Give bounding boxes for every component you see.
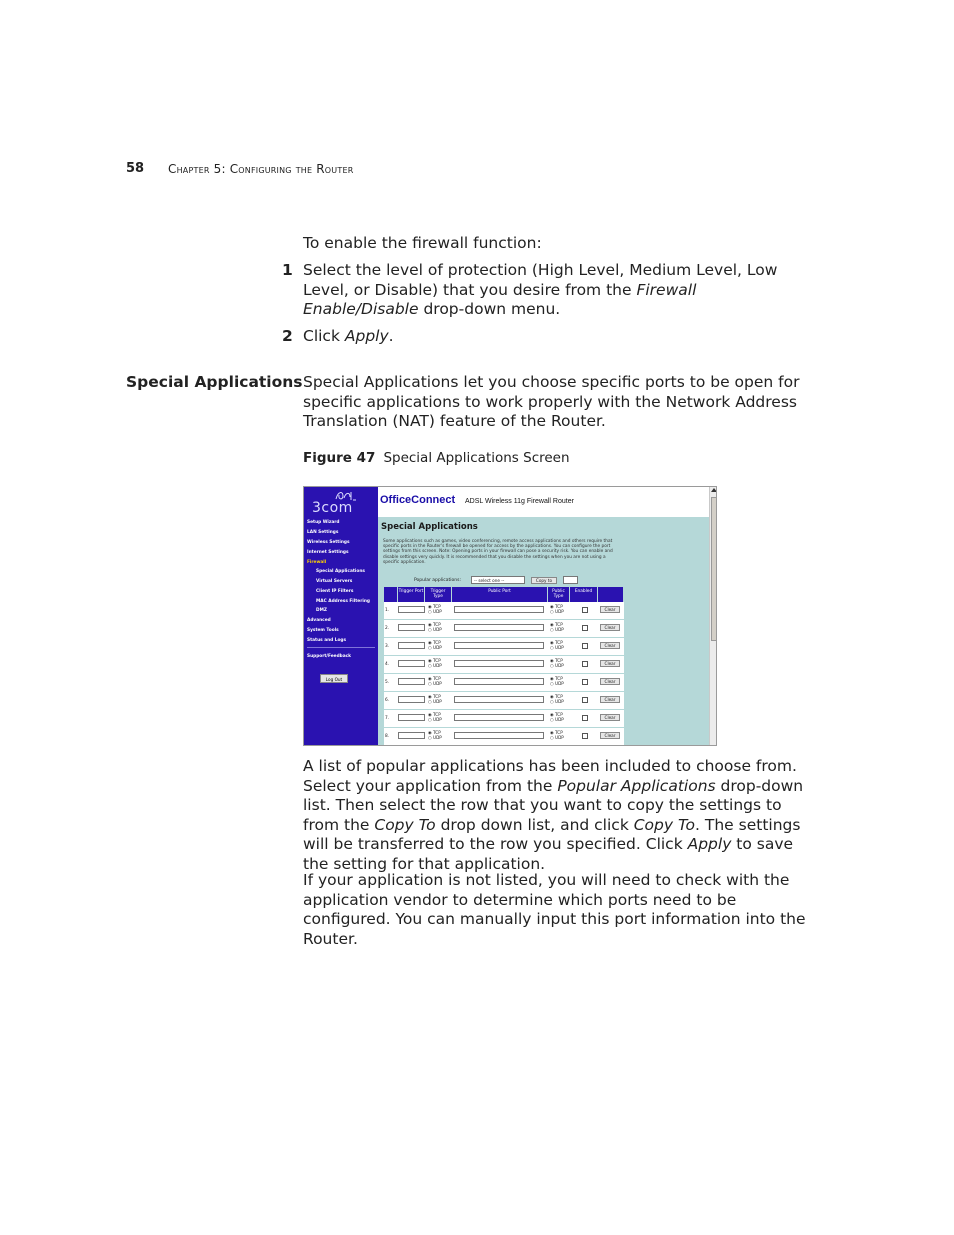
public-type-udp: UDP: [555, 663, 564, 668]
enabled-checkbox[interactable]: [582, 643, 588, 649]
public-type-radio[interactable]: ◉ TCP ○ UDP: [550, 730, 564, 740]
enabled-checkbox[interactable]: [582, 697, 588, 703]
nav-item[interactable]: Advanced: [307, 618, 331, 623]
public-type-udp: UDP: [555, 627, 564, 632]
public-type-tcp: TCP: [555, 730, 563, 735]
table-row: [384, 692, 624, 710]
router-content: [378, 487, 709, 746]
special-applications-screenshot: [303, 486, 717, 746]
trigger-type-radio[interactable]: ◉ TCP ○ UDP: [428, 712, 442, 722]
trigger-type-udp: UDP: [433, 663, 442, 668]
trigger-port-input[interactable]: [398, 660, 425, 667]
router-sidebar: [304, 487, 378, 746]
trigger-port-input[interactable]: [398, 606, 425, 613]
trigger-port-input[interactable]: [398, 714, 425, 721]
figure-label: Figure 47: [303, 450, 376, 466]
column-header: Trigger Port: [398, 587, 425, 602]
trigger-type-udp: UDP: [433, 627, 442, 632]
column-header: Public Type: [548, 587, 570, 602]
column-header: [384, 587, 398, 602]
table-row: [384, 674, 624, 692]
nav-item[interactable]: DMZ: [316, 608, 327, 613]
column-header: Public Port: [452, 587, 548, 602]
public-type-udp: UDP: [555, 735, 564, 740]
clear-button[interactable]: Clear: [600, 732, 620, 739]
trigger-port-input[interactable]: [398, 624, 425, 631]
step-1-number: 1: [282, 261, 293, 279]
table-row: [384, 638, 624, 656]
nav-item[interactable]: System Tools: [307, 628, 339, 633]
trigger-port-input[interactable]: [398, 732, 425, 739]
popular-applications-select[interactable]: -- select one --: [471, 576, 525, 584]
public-type-radio[interactable]: ◉ TCP ○ UDP: [550, 604, 564, 614]
public-port-input[interactable]: [454, 642, 544, 649]
row-number: 5.: [385, 680, 390, 685]
public-type-radio[interactable]: ◉ TCP ○ UDP: [550, 676, 564, 686]
emphasis: Apply: [687, 835, 732, 853]
chapter-title: [168, 162, 353, 176]
clear-button[interactable]: Clear: [600, 678, 620, 685]
nav-item[interactable]: MAC Address Filtering: [316, 599, 370, 604]
officeconnect-brand: OfficeConnect: [380, 494, 456, 506]
clear-button[interactable]: Clear: [600, 624, 620, 631]
trigger-type-udp: UDP: [433, 699, 442, 704]
row-number: 2.: [385, 626, 390, 631]
table-row: [384, 728, 624, 746]
nav-divider: [307, 647, 375, 648]
trigger-type-tcp: TCP: [433, 658, 441, 663]
trigger-type-udp: UDP: [433, 609, 442, 614]
nav-item[interactable]: Internet Settings: [307, 550, 349, 555]
trigger-type-radio[interactable]: ◉ TCP ○ UDP: [428, 694, 442, 704]
copy-to-select[interactable]: [563, 576, 578, 584]
trigger-port-input[interactable]: [398, 642, 425, 649]
public-type-tcp: TCP: [555, 712, 563, 717]
table-row: [384, 602, 624, 620]
public-port-input[interactable]: [454, 624, 544, 631]
table-row: [384, 620, 624, 638]
trigger-type-radio[interactable]: ◉ TCP ○ UDP: [428, 604, 442, 614]
scroll-up-icon[interactable]: [711, 488, 717, 492]
clear-button[interactable]: Clear: [600, 642, 620, 649]
trigger-type-radio[interactable]: ◉ TCP ○ UDP: [428, 730, 442, 740]
trigger-type-tcp: TCP: [433, 694, 441, 699]
public-type-tcp: TCP: [555, 694, 563, 699]
public-type-radio[interactable]: ◉ TCP ○ UDP: [550, 640, 564, 650]
scrollbar[interactable]: [709, 487, 717, 746]
public-type-tcp: TCP: [555, 622, 563, 627]
clear-button[interactable]: Clear: [600, 660, 620, 667]
trigger-port-input[interactable]: [398, 696, 425, 703]
step-1-pre: Select the level of protection (High Level, Medium Level, Low Level, or Disable) that you desire from the: [303, 261, 778, 299]
public-type-udp: UDP: [555, 645, 564, 650]
nav-item[interactable]: Support/Feedback: [307, 654, 352, 659]
enabled-checkbox[interactable]: [582, 625, 588, 631]
row-number: 3.: [385, 644, 390, 649]
nav-item[interactable]: LAN Settings: [307, 530, 339, 535]
trigger-port-input[interactable]: [398, 678, 425, 685]
trigger-type-tcp: TCP: [433, 676, 441, 681]
step-2-em: Apply: [344, 327, 389, 345]
enabled-checkbox[interactable]: [582, 607, 588, 613]
row-number: 7.: [385, 716, 390, 721]
enabled-checkbox[interactable]: [582, 661, 588, 667]
step-2-post: .: [388, 327, 394, 345]
step-2-text: [303, 327, 394, 347]
trigger-type-udp: UDP: [433, 735, 442, 740]
public-type-tcp: TCP: [555, 658, 563, 663]
public-port-input[interactable]: [454, 606, 544, 613]
public-type-udp: UDP: [555, 609, 564, 614]
product-name: ADSL Wireless 11g Firewall Router: [465, 498, 574, 505]
text-run: drop down list, and click: [435, 815, 634, 834]
page-number: 58: [126, 161, 145, 176]
trigger-type-tcp: TCP: [433, 730, 441, 735]
public-type-tcp: TCP: [555, 640, 563, 645]
public-type-udp: UDP: [555, 681, 564, 686]
panel-description: Some applications such as games, video conferencing, remote access applications and others require that specific ports in the Router's firewall be opened for access by the applications. You can configure the port settings from this screen. Note: Opening ports in your firewall can pose a security risk. You can enable and disable settings very quickly. It is recommended that you disable the settings when you are not using a specific application.: [383, 539, 613, 565]
column-header: Trigger Type: [425, 587, 452, 602]
trigger-type-radio[interactable]: ◉ TCP ○ UDP: [428, 640, 442, 650]
special-applications-panel: [378, 517, 709, 746]
row-number: 1.: [385, 608, 390, 613]
public-type-udp: UDP: [555, 717, 564, 722]
text-run: to save the setting for that application.: [303, 835, 794, 873]
trigger-type-radio[interactable]: ◉ TCP ○ UDP: [428, 676, 442, 686]
text-run: drop-down list. Then select the row that you want to copy the settings to from the: [303, 776, 804, 834]
figure-caption: [303, 450, 570, 466]
step-2-pre: Click: [303, 327, 345, 345]
enabled-checkbox[interactable]: [582, 733, 588, 739]
paragraph-popular-applications: [303, 757, 815, 874]
section-heading: Special Applications: [126, 373, 303, 391]
clear-button[interactable]: Clear: [600, 714, 620, 721]
step-1-post: drop-down menu.: [418, 300, 561, 318]
intro-lead: To enable the firewall function:: [303, 234, 542, 252]
section-body: Special Applications let you choose specific ports to be open for specific applications to work properly with the Network Address Translation (NAT) feature of the Router.: [303, 373, 800, 430]
step-1-em: Firewall Enable/Disable: [303, 280, 697, 318]
public-port-input[interactable]: [454, 714, 544, 721]
public-type-radio[interactable]: ◉ TCP ○ UDP: [550, 658, 564, 668]
chapter-title-text: Chapter 5: Configuring the Router: [168, 162, 354, 176]
paragraph-unlisted-application: If your application is not listed, you will need to check with the application vendor to determine which ports need to be configured. You can manually input this port information into the Router.: [303, 871, 806, 948]
nav-item[interactable]: Client IP Filters: [316, 589, 354, 594]
trigger-type-udp: UDP: [433, 645, 442, 650]
nav-item[interactable]: Virtual Servers: [316, 579, 353, 584]
logout-button[interactable]: Log Out: [320, 674, 348, 683]
row-number: 6.: [385, 698, 390, 703]
public-port-input[interactable]: [454, 660, 544, 667]
trigger-type-udp: UDP: [433, 681, 442, 686]
popular-applications-label-text: Popular applications: [414, 578, 460, 583]
column-header: Enabled: [570, 587, 598, 602]
trigger-type-tcp: TCP: [433, 712, 441, 717]
column-header: [598, 587, 624, 602]
trigger-type-tcp: TCP: [433, 604, 441, 609]
nav-item[interactable]: Special Applications: [316, 569, 365, 574]
copy-to-button[interactable]: Copy to: [531, 577, 557, 584]
panel-title: Special Applications: [381, 522, 478, 532]
public-port-input[interactable]: [454, 732, 544, 739]
nav-item[interactable]: Wireless Settings: [307, 540, 350, 545]
emphasis: Copy To: [633, 815, 696, 834]
row-number: 4.: [385, 662, 390, 667]
public-type-radio[interactable]: ◉ TCP ○ UDP: [550, 622, 564, 632]
scrollbar-thumb[interactable]: [711, 497, 717, 641]
emphasis: Popular Applications: [557, 776, 716, 795]
trigger-type-radio[interactable]: ◉ TCP ○ UDP: [428, 622, 442, 632]
enabled-checkbox[interactable]: [582, 679, 588, 685]
public-type-udp: UDP: [555, 699, 564, 704]
emphasis: Copy To: [374, 815, 436, 834]
row-number: 8.: [385, 734, 390, 739]
public-type-radio[interactable]: ◉ TCP ○ UDP: [550, 694, 564, 704]
public-port-input[interactable]: [454, 678, 544, 685]
public-type-tcp: TCP: [555, 676, 563, 681]
3com-logo-text: 3com: [312, 500, 353, 516]
table-row: [384, 710, 624, 728]
step-2-number: 2: [282, 327, 293, 345]
text-run: A list of popular applications has been included to choose from. Select your application from the: [303, 757, 797, 795]
table-row: [384, 656, 624, 674]
clear-button[interactable]: Clear: [600, 606, 620, 613]
clear-button[interactable]: Clear: [600, 696, 620, 703]
public-port-input[interactable]: [454, 696, 544, 703]
enabled-checkbox[interactable]: [582, 715, 588, 721]
trigger-type-tcp: TCP: [433, 640, 441, 645]
public-type-tcp: TCP: [555, 604, 563, 609]
public-type-radio[interactable]: ◉ TCP ○ UDP: [550, 712, 564, 722]
nav-item[interactable]: Status and Logs: [307, 638, 347, 643]
trigger-type-udp: UDP: [433, 717, 442, 722]
trigger-type-tcp: TCP: [433, 622, 441, 627]
nav-item[interactable]: Setup Wizard: [307, 520, 340, 525]
router-header: [378, 487, 709, 517]
text-run: . The settings will be transferred to the row you specified. Click: [303, 815, 801, 853]
trigger-type-radio[interactable]: ◉ TCP ○ UDP: [428, 658, 442, 668]
nav-item[interactable]: Firewall: [307, 560, 327, 565]
popular-applications-label: Popular applications:: [414, 578, 462, 583]
step-1-text: [303, 261, 803, 320]
figure-title: Special Applications Screen: [383, 450, 570, 466]
